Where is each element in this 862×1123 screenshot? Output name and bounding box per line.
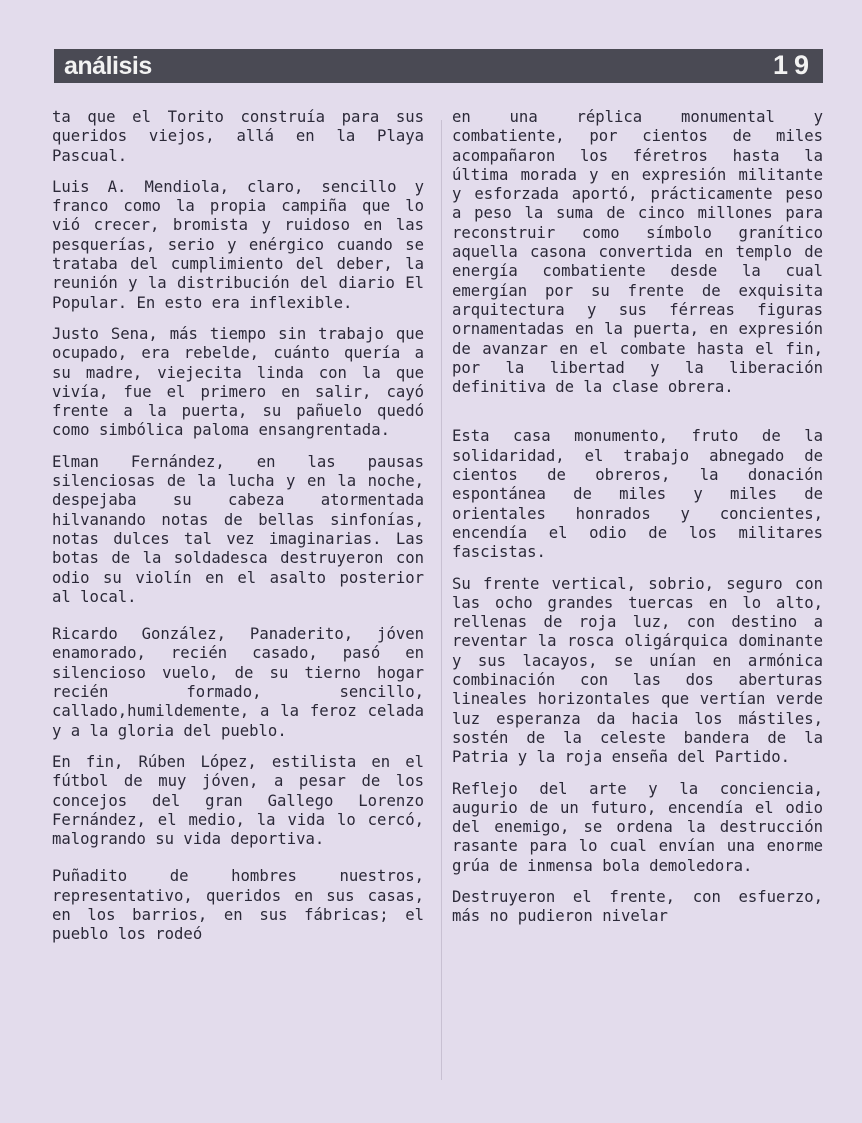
paragraph: Puñadito de hombres nuestros, representativo, queridos en sus casas, en los barrios, en sus fábricas; el pueblo los rodeó — [52, 867, 424, 944]
paragraph: En fin, Rúben López, estilista en el fútbol de muy jóven, a pesar de los concejos del gran Gallego Lorenzo Fernández, el medio, la vida lo cercó, malogrando su vida deportiva. — [52, 752, 424, 849]
paragraph: Elman Fernández, en las pausas silenciosas de la lucha y en la noche, despejaba su cabeza atormentada hilvanando notas de bellas sinfonías, notas dulces tal vez imaginarias. Las botas de la soldadesca destruyeron con odio su violín en el asalto posterior al local. — [52, 452, 424, 606]
paragraph: Esta casa monumento, fruto de la solidaridad, el trabajo abnegado de cientos de obreros, la donación espontánea de miles y miles de orientales honrados y concientes, encendía el odio de los militares fascistas. — [452, 427, 823, 562]
right-column — [452, 108, 823, 939]
paragraph: Reflejo del arte y la conciencia, augurio de un futuro, encendía el odio del enemigo, se ordena la destrucción rasante para lo cual envían una enorme grúa de inmensa bola demoledora. — [452, 779, 823, 875]
paragraph: en una réplica monumental y combatiente, por cientos de miles acompañaron los féretros hasta la última morada y en expresión militante y esforzada aportó, prácticamente peso a peso la suma de cinco millones para reconstruir como símbolo granítico aquella casona convertida en templo de energía combatiente desde la cual emergían por su frente de exquisita arquitectura y sus férreas figuras ornamentadas en la puerta, en expresión de avanzar en el combate hasta el fin, por la libertad y la liberación definitiva de la clase obrera. — [452, 108, 823, 397]
column-divider — [441, 120, 442, 1080]
left-column — [52, 108, 424, 957]
page-header — [54, 49, 823, 83]
section-title: análisis — [64, 52, 152, 80]
paragraph: Destruyeron el frente, con esfuerzo, más no pudieron nivelar — [452, 887, 823, 926]
paragraph: Ricardo González, Panaderito, jóven enamorado, recién casado, pasó en silencioso vuelo, de su tierno hogar recién formado, sencillo, callado,humildemente, a la feroz celada y a la gloria del pueblo. — [52, 625, 424, 740]
paragraph: Luis A. Mendiola, claro, sencillo y franco como la propia campiña que lo vió crecer, bromista y ruidoso en las pesquerías, serio y enérgico cuando se trataba del cumplimiento del deber, la reunión y la distribución del diario El Popular. En esto era inflexible. — [52, 177, 424, 312]
paragraph: Su frente vertical, sobrio, seguro con las ocho grandes tuercas en lo alto, rellenas de roja luz, con destino a reventar la rosca oligárquica dominante y sus lacayos, se unían en armónica combinación con las dos aberturas lineales horizontales que vertían verde luz esperanza da hacia los mástiles, sostén de la celeste bandera de la Patria y la roja enseña del Partido. — [452, 574, 823, 767]
paragraph: Justo Sena, más tiempo sin trabajo que ocupado, era rebelde, cuánto quería a su madre, viejecita linda con la que vivía, fue el primero en salir, cayó frente a la puerta, su pañuelo quedó como simbólica paloma ensangrentada. — [52, 324, 424, 440]
page-number: 19 — [772, 50, 815, 80]
paragraph: ta que el Torito construía para sus queridos viejos, allá en la Playa Pascual. — [52, 108, 424, 165]
